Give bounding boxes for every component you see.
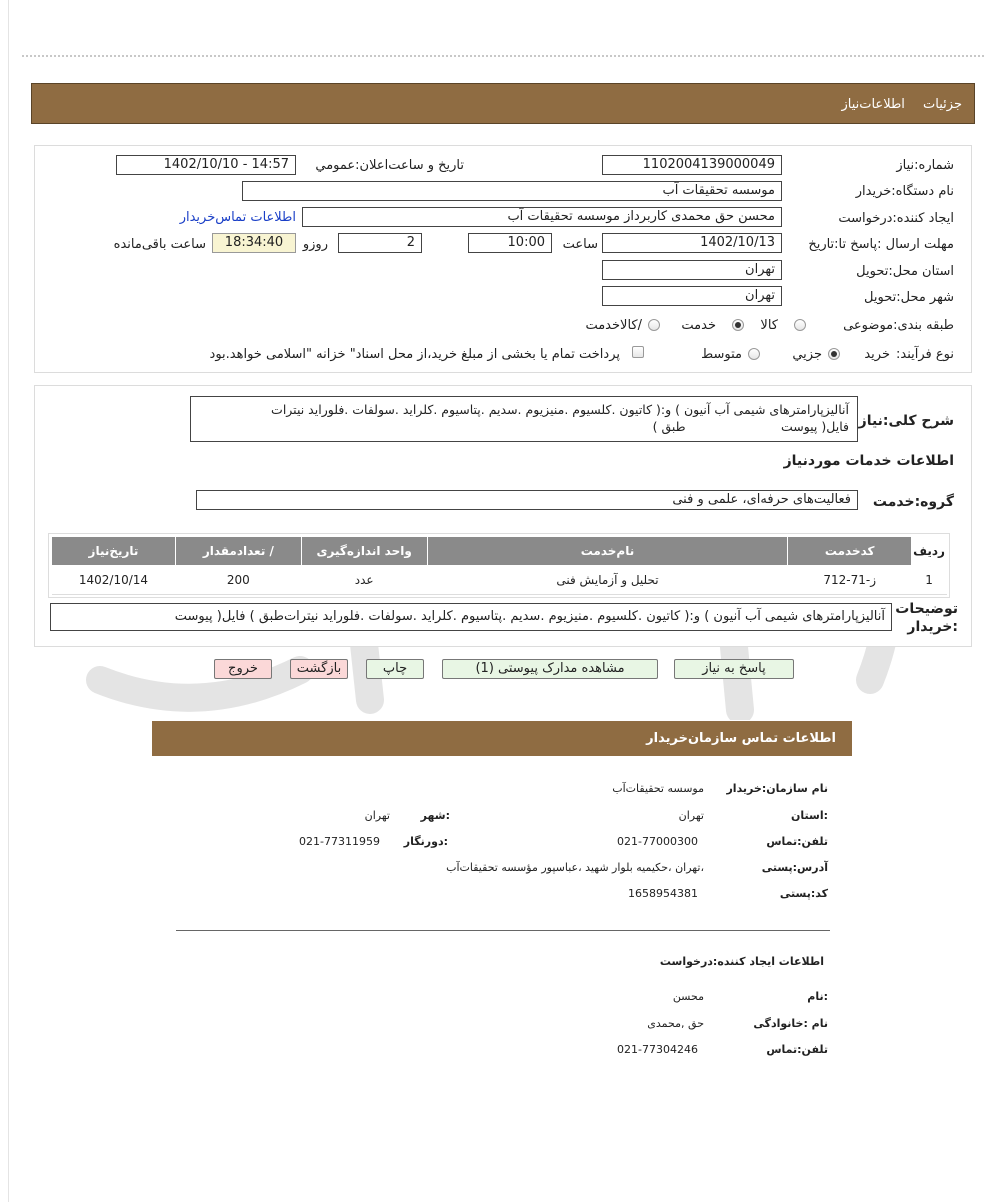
city-label: شهر محل:تحویل xyxy=(864,290,954,305)
announce-date-field: 1402/10/10 - 14:57 xyxy=(116,155,296,175)
fax-label: :دورنگار xyxy=(403,835,448,848)
postal-code-label: کد:پستی xyxy=(779,887,828,900)
col-row: ردیف xyxy=(912,537,947,566)
page-header-bar xyxy=(31,83,975,124)
print-button[interactable]: چاپ xyxy=(366,659,424,679)
header-tabs xyxy=(827,97,962,112)
service-group-field: فعالیت‌های حرفه‌ای، علمی و فنی xyxy=(196,490,858,510)
col-unit: واحد اندازه‌گیری xyxy=(301,537,427,566)
category-option-goods: کالا xyxy=(760,318,778,333)
buyer-notes-label: توضیحات :خریدار xyxy=(895,601,958,635)
province-field: تهران xyxy=(602,260,782,280)
phone-value: 021-77000300 xyxy=(617,835,698,848)
exit-button[interactable]: خروج xyxy=(214,659,272,679)
back-button[interactable]: بازگشت xyxy=(290,659,348,679)
summary-box xyxy=(190,396,858,442)
page-border-line xyxy=(8,0,9,1202)
category-option-goods-service: /کالاخدمت xyxy=(585,318,642,333)
deadline-date-field: 1402/10/13 xyxy=(602,233,782,253)
summary-line-2: فایل( پیوست طبق ) xyxy=(652,419,849,434)
view-attachments-button[interactable]: مشاهده مدارک پیوستی (1) xyxy=(442,659,658,679)
cell-need-date: 1402/10/14 xyxy=(52,566,176,595)
process-option-medium: متوسط xyxy=(701,347,742,362)
reply-button[interactable]: پاسخ به نیاز xyxy=(674,659,794,679)
treasury-checkbox[interactable] xyxy=(632,346,644,358)
tab-need-info[interactable]: اطلاعات‌نیاز xyxy=(841,97,905,112)
process-radio-medium[interactable] xyxy=(748,348,760,360)
category-label: طبقه بندی:موضوعی xyxy=(843,318,954,333)
process-label: نوع فرآیند: xyxy=(896,347,954,362)
first-name-label: :نام xyxy=(807,990,828,1003)
creator-info-title: اطلاعات ایجاد کننده:درخواست xyxy=(659,955,824,968)
creator-field: محسن حق محمدی کاربرداز موسسه تحقیقات آب xyxy=(302,207,782,227)
col-need-date: تاریخ‌نیاز xyxy=(52,537,176,566)
cell-service-name: تحلیل و آزمایش فنی xyxy=(427,566,788,595)
cell-row: 1 xyxy=(912,566,947,595)
table-row xyxy=(52,566,947,595)
category-radio-goods[interactable] xyxy=(794,319,806,331)
city-field: تهران xyxy=(602,286,782,306)
summary-label: شرح کلی:نیاز xyxy=(858,413,954,429)
address-label: آدرس:پستی xyxy=(761,861,828,874)
category-option-service: خدمت xyxy=(681,318,716,333)
col-quantity: / تعدادمقدار xyxy=(175,537,301,566)
last-name-value: حق ,محمدی xyxy=(647,1017,704,1030)
last-name-label: نام :خانوادگی xyxy=(753,1017,828,1030)
remaining-time-field: 18:34:40 xyxy=(212,233,296,253)
contact-header xyxy=(152,721,852,756)
creator-label: ایجاد کننده:درخواست xyxy=(838,211,954,226)
phone-label: تلفن:تماس xyxy=(766,835,828,848)
contact-header-title: اطلاعات تماس سازمان‌خریدار xyxy=(646,731,836,746)
services-table-wrapper xyxy=(48,533,950,598)
need-number-label: شماره:نیاز xyxy=(896,158,954,173)
creator-phone-value: 021-77304246 xyxy=(617,1043,698,1056)
days-field: 2 xyxy=(338,233,422,253)
province-label: استان محل:تحویل xyxy=(856,264,954,279)
city-label-contact: :شهر xyxy=(420,809,450,822)
province-label-contact: :استان xyxy=(791,809,828,822)
need-info-panel xyxy=(34,145,972,373)
announce-date-label: تاریخ و ساعت‌اعلان:عمومي xyxy=(315,158,464,173)
deadline-time-field: 10:00 xyxy=(468,233,552,253)
contact-divider xyxy=(176,930,830,931)
address-value: ،تهران ،حکیمیه بلوار شهید ،عباسپور مؤسسه تحقیقات‌آب xyxy=(446,861,704,874)
remaining-time-label: ساعت باقی‌مانده xyxy=(113,237,206,252)
postal-code-value: 1658954381 xyxy=(628,887,698,900)
services-table-header xyxy=(52,537,947,566)
cell-service-code: ز-71-712 xyxy=(788,566,912,595)
summary-line-1: آنالیزپارامترهای شیمی آب آنیون ) و:( کاتیون .کلسیوم .منیزیوم .سدیم .پتاسیوم .کلراید .سولفات .فلوراید نیترات xyxy=(271,402,849,417)
city-value-contact: تهران xyxy=(364,809,390,822)
need-number-field: 1102004139000049 xyxy=(602,155,782,175)
col-service-code: کدخدمت xyxy=(788,537,912,566)
buyer-org-field: موسسه تحقیقات آب xyxy=(242,181,782,201)
services-table xyxy=(51,536,947,595)
first-name-value: محسن xyxy=(672,990,704,1003)
cell-unit: عدد xyxy=(301,566,427,595)
process-radio-minor[interactable] xyxy=(828,348,840,360)
category-radio-service[interactable] xyxy=(732,319,744,331)
org-name-value: موسسه تحقیقات‌آب xyxy=(612,782,704,795)
province-value-contact: تهران xyxy=(678,809,704,822)
services-title: اطلاعات خدمات موردنیاز xyxy=(783,453,954,469)
dotted-divider xyxy=(22,55,984,57)
process-kharid: خرید xyxy=(864,347,890,362)
tab-details[interactable]: جزئیات xyxy=(923,97,962,112)
col-service-name: نام‌خدمت xyxy=(427,537,788,566)
deadline-label: مهلت ارسال :پاسخ تا:تاریخ xyxy=(808,237,954,252)
process-option-minor: جزيي xyxy=(792,347,822,362)
buyer-org-label: نام دستگاه:خریدار xyxy=(855,184,954,199)
treasury-note: پرداخت تمام یا بخشی از مبلغ خرید،از محل اسناد" خزانه "اسلامی خواهد.بود xyxy=(209,347,620,362)
fax-value: 021-77311959 xyxy=(299,835,380,848)
cell-quantity: 200 xyxy=(175,566,301,595)
creator-phone-label: تلفن:تماس xyxy=(766,1043,828,1056)
buyer-notes-field: آنالیزپارامترهای شیمی آب آنیون ) و:( کاتیون .کلسیوم .منیزیوم .سدیم .پتاسیوم .کلراید .سولفات .فلوراید نیترات‌طبق ) فایل( پیوست xyxy=(50,603,892,631)
category-radio-goods-service[interactable] xyxy=(648,319,660,331)
buyer-contact-link[interactable]: اطلاعات تماس‌خریدار xyxy=(179,210,296,225)
deadline-time-label: ساعت xyxy=(562,237,598,252)
days-label: روزو xyxy=(302,237,328,252)
service-group-label: گروه:خدمت xyxy=(872,494,954,510)
org-name-label: نام سازمان:خریدار xyxy=(726,782,828,795)
